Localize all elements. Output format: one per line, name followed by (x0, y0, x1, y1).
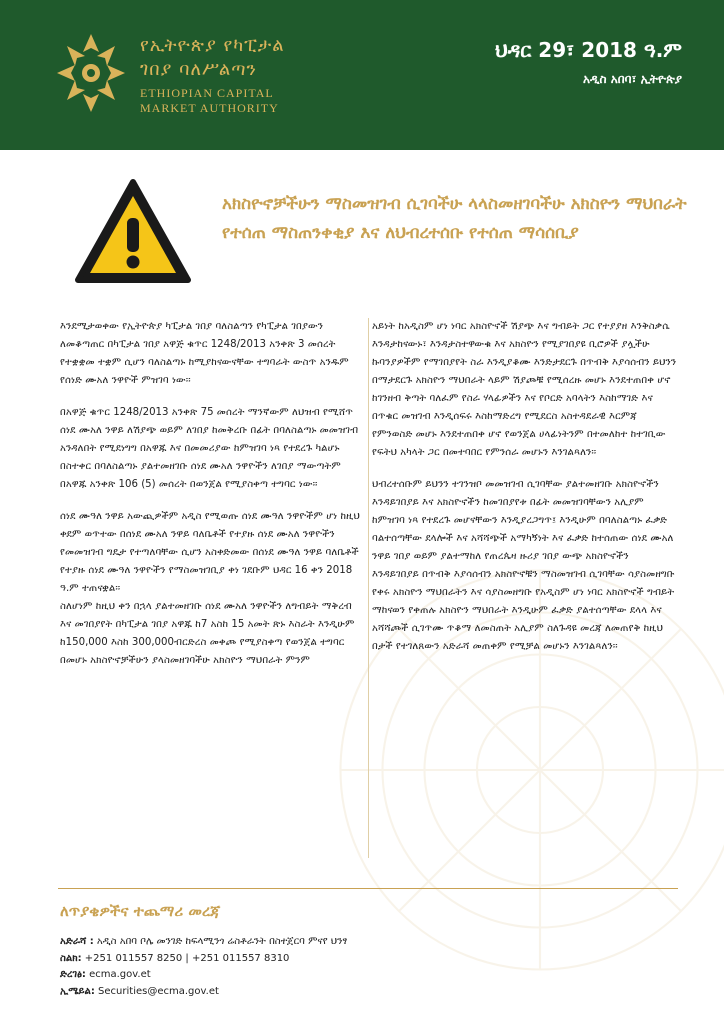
address-label: አድራሻ : (60, 936, 94, 947)
notice-place: አዲስ አበባ፣ ኢትዮጵያ (583, 72, 682, 86)
phone-label: ስልክ: (60, 952, 82, 964)
paragraph: እንደሚታወቀው የኢትዮጵያ ካፒታል ገበያ ባለስልጣን የካፒታል ገበያውን ለመቆጣጠር በካፒታል ገበያ አዋጅ ቁጥር 1248/2013 አንቀጽ 3 መሰረት የተቋቋመ ተቋም ሲሆን ባለስልጣኑ ከሚያከናውናቸው ተግባራት ውስጥ አንዱም የሰነድ ሙአለ ንዋዮች ምዝገባ ነው፡፡ (60, 321, 349, 386)
notice-title: አክስዮኖቻችሁን ማስመዝገብ ሲገባችሁ ላላስመዘገባችሁ አክስዮን ማህበራት የተሰጠ ማስጠንቀቂያ እና ለህብረተሰቡ የተሰጠ ማሳሰቢያ (222, 194, 687, 243)
email-label: ኢሜይል: (60, 985, 95, 997)
paragraph: ህብረተሰቡም ይህንን ተገንዝቦ መመዝገብ ሲገባቸው ያልተመዘገቡ አክስዮኖችን እንዳይገበያይ እና አክስዮኖችን ከመገበያየቱ በፊት መመዝገባቸውን አሊያም ከምዝገባ ነጻ የተደረጉ መሆናቸውን እንዲያረጋግጥ፤ እንዲሁም በባለስልጣኑ ፈቃድ ባልተሰጣቸው ደላሎች እና አሻሻጭች አማካኝነት እና ፈቃድ ከተሰጠው ሰነደ ሙአለ ንዋይ ገበያ ወይም ያልተማከለ የጠረጴዛ ዙሪያ ገበያ ውጭ አክስዮኖችን እንዳይገበያይ በጥብቅ እያሳሰብን አክስዮኖቹን ማስመዝገብ ሲገባቸው ሳያስመዘግቡ የቀሩ አክስዮን ማህበራትን እና ሳያስመዘግቡ የአዲስም ሆነ ነባር አክስዮኖች ግብይት ማከናወን የቀጠሉ አክስዮን ማህበራት እንዲሁም ፈቃድ ያልተሰጣቸው ደላላ እና አሻሻጮች ሲገጥሙ ጥቆማ ለመስጠት አሊያም ስለጉዳዩ መረጃ ለመጠየቅ ከዚህ በታች የተገለጸውን አድራሻ መጠቀም የሚቻል መሆኑን እንገልጻለን፡፡ (372, 479, 675, 652)
address-line (60, 934, 347, 951)
notice-date: ህዳር 29፣ 2018 ዓ.ም (495, 38, 682, 62)
phone-value: +251 011557 8250 | +251 011557 8310 (84, 952, 290, 964)
paragraph: በአዋጅ ቁጥር 1248/2013 አንቀጽ 75 መሰረት ማንኛውም ለህዝብ የሚሸጥ ሰነደ ሙአለ ንዋይ ለሽያጭ ወይም ለገበያ ከመቅረቡ በፊት በባለስልጣኑ መመዝገብ አንዳለበት የሚደነግግ በአዋጁ እና በመመሪያው ከምዝገባ ነጻ የተደረጉ ካልሆኑ በስተቀር በባለስልጣኑ ያልተመዘገቡ ሰነደ ሙአለ ንዋዮችን ለገበያ ማውጣትም በአዋጁ አንቀጽ 106 (5) መሰረት በወንጀል የሚያስቀጣ ተግባር ነው፡፡ (60, 407, 359, 490)
paragraph: ስለሆነም ከዚህ ቀን በኋላ ያልተመዘገቡ ሰነደ ሙአለ ንዋዮችን ለግብይት ማቅረብ እና መገበያየት በካፒታል ገበያ አዋጁ ከ7 አስከ 15 አመት ጽኑ እስራት እንዲሁም ከ150,000 እስከ 300,000ብርድረስ መቀጮ የሚያስቀጣ የወንጀል ተግባር በመሆኑ አክስዮኖቻችሁን ያላስመዘገባችሁ አክስዮን ማህበራት ምንም (60, 601, 355, 666)
warning-triangle-icon (74, 178, 192, 286)
website-link[interactable]: ecma.gov.et (89, 969, 151, 980)
paragraph: አይነት ከአዲስም ሆነ ነባር አክስዮኖች ሽያጭ እና ግብይት ጋር የተያያዘ እንቅስቃሴ እንዳታከናውኑ፣ እንዳታስተዋውቁ እና አክስዮን የሚያገበያዩ ቢሮዎች ያሏችሁ ኩባንያዎችም የማገበያየት ስራ እንዲያቆሙ እንድታደርጉ በጥብቅ እያሳሰብን ይህንን በማታደርጉ አክስዮን ማህበራት ላይም ሽያጮቹ የሚሰረዙ መሆኑ እንደተጠበቀ ሆኖ ከገንዘብ ቅጣት ባለፈም የስራ ሃላፊዎችን እና የቦርድ አባላትን እስከማገድ እና በጥቁር መዝገብ እንዲሰፍሩ እስከማድረግ የሚደርስ አስተዳደራዊ እርምጃ የምንወስድ መሆኑ እንደተጠበቀ ሆኖ የወንጀል ሀላፊነትንም በተመለከተ ከተገቢው የፍትህ አካላት ጋር በመተባበር የምንሰራ መሆኑን እንገልጻለን፡፡ (372, 321, 677, 458)
ecma-logo-icon (55, 32, 127, 114)
body-column-left (60, 318, 365, 684)
body-column-right (372, 318, 677, 670)
website-label: ድረገፅ: (60, 969, 86, 980)
address-value: አዲስ አበባ ቦሌ መንገድ ከፍላሚንጎ ሬስቶራንት በስተጀርባ ምናየ ህንፃ (96, 936, 348, 947)
paragraph: ሰነደ ሙዓለ ንዋይ አውጪዎችም አዲስ የሚወጡ ሰነደ ሙዓለ ንዋዮችም ሆነ ከዚህ ቀደም ወጥተው በሰነደ ሙአለ ንዋይ ባለቤቶች የተያዙ ሰነደ ሙአለ ንዋዮችን የመመዝገብ ግዴታ የተጣለባቸው ሲሆን አስቀድመው በሰነደ ሙዓለ ንዋይ ባለቤቶች የተያዙ ሰነደ ሙዓለ ንዋዮችን የማስመዝገቢያ ቀነ ገደቡም ህዳር 16 ቀን 2018 ዓ.ም ተጠናቋል፡፡ (60, 511, 360, 594)
website-line (60, 967, 347, 984)
email-link[interactable]: Securities@ecma.gov.et (98, 985, 219, 997)
footer-divider (58, 888, 678, 889)
email-line (60, 984, 347, 1001)
phone-line (60, 951, 347, 968)
brand-name-english: ETHIOPIAN CAPITAL MARKET AUTHORITY (140, 86, 279, 115)
contact-info (60, 934, 347, 1000)
header-banner (0, 0, 724, 150)
column-divider (368, 318, 369, 858)
brand-name-amharic: የኢትዮጵያ የካፒታል ገበያ ባለሥልጣን (140, 35, 285, 80)
contact-heading: ለጥያቄዎችና ተጨማሪ መረጃ (60, 902, 221, 920)
